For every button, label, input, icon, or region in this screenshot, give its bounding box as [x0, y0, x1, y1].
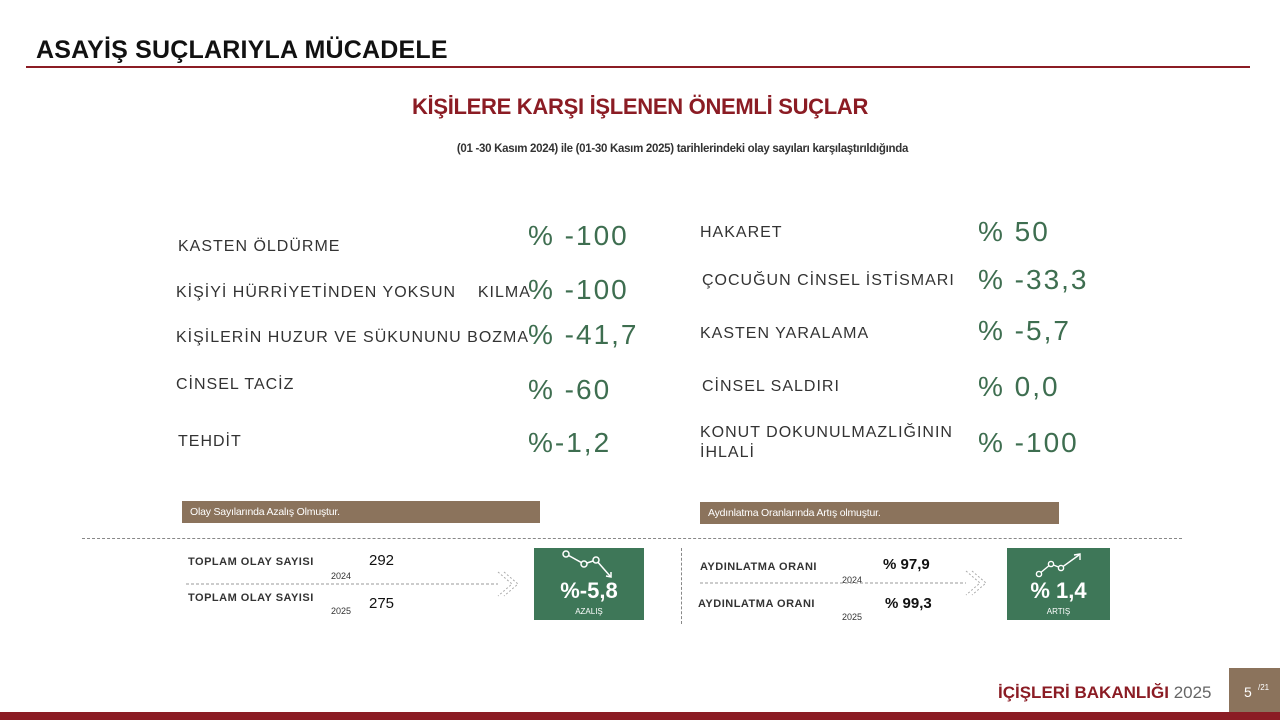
comparison-note: (01 -30 Kasım 2024) ile (01-30 Kasım 2025) tarihlerindeki olay sayıları karşılaştırıldığında: [456, 143, 909, 155]
page-number: 5: [1244, 684, 1252, 700]
crime-value: %-1,2: [528, 427, 612, 458]
arrow-right-icon: [700, 569, 992, 599]
footer-bar: [0, 712, 1280, 720]
total-label: TOPLAM OLAY SAYISI: [188, 556, 314, 568]
page-total: /21: [1258, 683, 1270, 692]
crime-value: % -5,7: [978, 315, 1071, 346]
crime-label: KONUT DOKUNULMAZLIĞININ İHLALİ: [700, 424, 953, 461]
year-label: 2024: [842, 575, 863, 585]
clearance-label: AYDINLATMA ORANI: [700, 561, 817, 573]
year-label: 2024: [331, 571, 352, 581]
clearance-value: % 99,3: [885, 595, 932, 612]
increase-caption: ARTIŞ: [1046, 607, 1071, 616]
crime-value: % -100: [528, 274, 629, 305]
arrow-right-icon: [186, 570, 522, 600]
total-value: 275: [369, 595, 395, 612]
crime-value: % -33,3: [978, 264, 1089, 295]
page-indicator: [1229, 668, 1280, 712]
year-label: 2025: [331, 606, 352, 616]
ministry-name: İÇİŞLERİ BAKANLIĞI: [998, 683, 1169, 702]
crime-label: KİŞİLERİN HUZUR VE SÜKUNUNU BOZMA: [176, 329, 530, 346]
crime-value: % -100: [528, 220, 629, 251]
crime-value: % -60: [528, 374, 612, 405]
dashed-separator: [681, 548, 682, 624]
title-divider: [26, 66, 1250, 68]
crime-label: KİŞİYİ HÜRRİYETİNDEN YOKSUN KILMA: [176, 284, 531, 301]
total-value: 292: [369, 552, 395, 569]
crime-label: KASTEN YARALAMA: [700, 325, 870, 342]
clearance-label: AYDINLATMA ORANI: [698, 598, 815, 610]
trend-up-icon: [1035, 552, 1085, 580]
decrease-card: [534, 548, 644, 620]
increase-card: [1007, 548, 1110, 620]
crime-label: ÇOCUĞUN CİNSEL İSTİSMARI: [702, 272, 955, 289]
year-label: 2025: [842, 612, 863, 622]
crime-value: % -100: [978, 427, 1079, 458]
footer-ministry: [998, 683, 1212, 703]
section-title: KİŞİLERE KARŞI İŞLENEN ÖNEMLİ SUÇLAR: [411, 94, 869, 119]
crime-label: CİNSEL TACİZ: [176, 376, 295, 393]
clearance-value: % 97,9: [883, 556, 930, 573]
dashed-divider: [82, 538, 1182, 539]
decrease-caption: AZALIŞ: [575, 607, 603, 616]
page-title: ASAYİŞ SUÇLARIYLA MÜCADELE: [36, 36, 448, 64]
crime-label: TEHDİT: [178, 433, 242, 450]
crime-label: HAKARET: [700, 224, 783, 241]
crime-value: % 50: [978, 216, 1050, 247]
footer-year: 2025: [1173, 683, 1212, 702]
decrease-value: %-5,8: [560, 578, 618, 603]
increase-banner: Aydınlatma Oranlarında Artış olmuştur.: [700, 502, 1059, 524]
crime-label: KASTEN ÖLDÜRME: [178, 238, 341, 255]
crime-value: % -41,7: [528, 319, 639, 350]
total-label: TOPLAM OLAY SAYISI: [188, 592, 314, 604]
crime-value: % 0,0: [978, 371, 1060, 402]
crime-label: CİNSEL SALDIRI: [702, 378, 840, 395]
decrease-banner: Olay Sayılarında Azalış Olmuştur.: [182, 501, 540, 523]
increase-value: % 1,4: [1030, 578, 1087, 603]
